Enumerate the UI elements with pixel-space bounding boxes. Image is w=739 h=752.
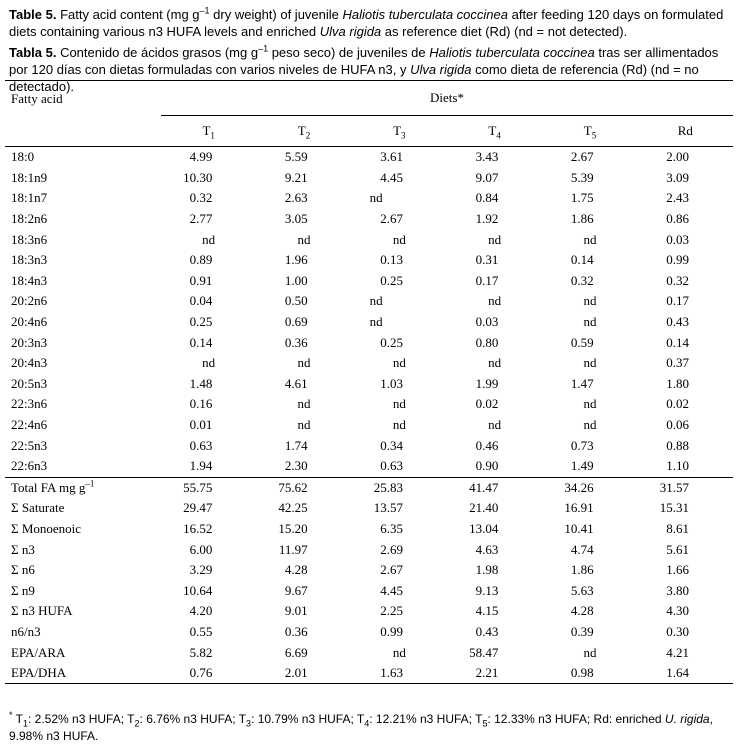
row-label-text: 20:2n6 (11, 293, 48, 309)
row-label-text: Σ n6 (11, 562, 35, 578)
table-row (5, 374, 733, 395)
table-cell: 2.67 (380, 211, 403, 227)
column-header (352, 116, 447, 147)
footnote-species: U. rigida (664, 712, 710, 726)
row-label-text: 22:4n6 (11, 417, 48, 433)
table-row (5, 519, 733, 540)
table-row (5, 580, 733, 601)
column-header (638, 116, 733, 147)
table-cell: nd (369, 190, 383, 206)
caption-text: as reference diet (Rd) (nd = not detected). (381, 24, 628, 39)
table-cell: 1.64 (638, 663, 733, 684)
table-cell: 0.01 (189, 417, 213, 433)
table-cell: 0.06 (666, 417, 689, 433)
table-cell: 1.66 (666, 562, 689, 578)
table-cell: 0.63 (380, 458, 403, 474)
table-cell: 2.63 (284, 190, 308, 206)
table-cell: 1.94 (189, 458, 213, 474)
footnote-diet-sub: 5 (482, 718, 488, 729)
table-cell: 4.28 (284, 562, 308, 578)
table-cell: 9.13 (475, 582, 499, 598)
row-label (5, 415, 161, 436)
table-cell: 0.69 (284, 314, 308, 330)
footnote-text: : 12.33% n3 HUFA; (487, 712, 594, 726)
table-cell: 13.04 (469, 520, 499, 536)
caption-text: peso seco) de juveniles de (268, 45, 430, 60)
table-row (5, 560, 733, 581)
row-label (5, 622, 161, 643)
table-cell: 41.47 (447, 477, 542, 498)
row-label (5, 477, 161, 498)
column-header (256, 116, 351, 147)
table-cell: 0.34 (380, 437, 403, 453)
caption-label: Table 5. (9, 7, 57, 22)
table-cell: 1.74 (284, 437, 308, 453)
table-cell: 0.32 (189, 190, 213, 206)
table-cell: 2.67 (570, 149, 594, 165)
table-cell: 1.49 (570, 458, 594, 474)
column-header-sub: 2 (305, 130, 311, 141)
footnote-diet-sub: 1 (22, 718, 28, 729)
row-label-text: 22:5n3 (11, 437, 48, 453)
table-cell: 1.03 (380, 375, 403, 391)
table-cell: 55.75 (161, 477, 256, 498)
table-cell: 0.17 (666, 293, 689, 309)
table-cell: nd (297, 231, 311, 247)
table-cell: 0.16 (189, 396, 213, 412)
table-cell: 9.07 (475, 169, 499, 185)
table-cell: 2.21 (447, 663, 542, 684)
caption-superscript: –1 (199, 5, 210, 16)
table-cell: nd (369, 314, 383, 330)
table-cell: 1.80 (666, 375, 689, 391)
table-row (5, 291, 733, 312)
table-cell: 5.59 (284, 149, 308, 165)
table-cell: 0.14 (189, 334, 213, 350)
row-label-text: EPA/ARA (11, 644, 66, 660)
table-cell: 4.30 (666, 603, 689, 619)
table-cell: 0.14 (666, 334, 689, 350)
footnote-diet: T (15, 712, 23, 726)
row-label-text: Σ n3 HUFA (11, 603, 73, 619)
table-cell: 1.99 (475, 375, 499, 391)
table-cell: 4.28 (570, 603, 594, 619)
table-row (5, 415, 733, 436)
row-label (5, 663, 161, 684)
table-cell: 11.97 (278, 541, 308, 557)
table-cell: 0.04 (189, 293, 213, 309)
table-cell: nd (583, 231, 597, 247)
table-cell: 0.91 (189, 272, 213, 288)
table-cell: 0.43 (475, 623, 499, 639)
table-cell: 4.20 (189, 603, 213, 619)
table-row (5, 601, 733, 622)
table-cell: 0.36 (284, 623, 308, 639)
table-cell: 0.31 (475, 252, 499, 268)
caption-text: after feeding 120 days on formulated diets containing various n3 HUFA levels and enriched (9, 7, 724, 39)
caption-text: tras ser allimentados por 120 días con dietas formuladas con varios niveles de HUFA n3, y (9, 45, 719, 77)
table-cell: nd (392, 644, 406, 660)
table-cell: 1.86 (570, 562, 594, 578)
caption-superscript: –1 (258, 43, 269, 54)
table-cell: 3.29 (189, 562, 213, 578)
table-cell: 10.30 (183, 169, 213, 185)
table-cell: 21.40 (469, 500, 499, 516)
row-label-text: 20:5n3 (11, 375, 48, 391)
table-row (5, 539, 733, 560)
footnote-text: , 9.98% n3 HUFA. (9, 712, 713, 743)
footnote (9, 711, 734, 745)
caption-species: Ulva rigida (319, 24, 382, 39)
row-label (5, 229, 161, 250)
row-label-text: EPA/DHA (11, 665, 67, 681)
table-cell: 9.21 (284, 169, 308, 185)
column-header-main: T (488, 123, 497, 138)
table-cell: 0.02 (666, 396, 689, 412)
table-cell: 2.25 (380, 603, 403, 619)
table-cell: 8.61 (666, 520, 689, 536)
table-cell: nd (297, 417, 311, 433)
table-cell: 0.17 (475, 272, 499, 288)
table-cell: 13.57 (373, 500, 403, 516)
row-label-text: 20:4n6 (11, 314, 48, 330)
header-row (5, 81, 733, 116)
row-label (5, 332, 161, 353)
row-label (5, 147, 161, 168)
table-row (5, 663, 733, 684)
footnote-mark: * (9, 710, 13, 720)
row-label (5, 188, 161, 209)
table-cell: nd (202, 231, 216, 247)
table-cell: 0.89 (189, 252, 213, 268)
table-cell: nd (392, 396, 406, 412)
table-cell: 0.84 (475, 190, 499, 206)
table-cell: 10.64 (183, 582, 213, 598)
table-cell: 9.67 (284, 582, 308, 598)
row-label-text: 20:4n3 (11, 355, 48, 371)
row-label-sup: –1 (85, 478, 95, 489)
table-cell: 0.37 (666, 355, 689, 371)
row-label (5, 312, 161, 333)
row-label (5, 291, 161, 312)
table-cell: nd (583, 314, 597, 330)
table-cell: 75.62 (256, 477, 351, 498)
table-row (5, 498, 733, 519)
footnote-text: : 6.76% n3 HUFA; (139, 712, 239, 726)
row-label-text: n6/n3 (11, 623, 41, 639)
row-label (5, 394, 161, 415)
table-cell: nd (488, 293, 502, 309)
table-cell: 4.74 (570, 541, 594, 557)
table-row (5, 477, 733, 498)
row-label (5, 271, 161, 292)
table-cell: nd (488, 355, 502, 371)
table-cell: nd (297, 396, 311, 412)
table-cell: 34.26 (542, 477, 637, 498)
table-cell: 4.45 (380, 169, 403, 185)
table-row (5, 147, 733, 168)
table-cell: 0.90 (475, 458, 499, 474)
table-cell: 0.14 (570, 252, 594, 268)
row-label-text: Σ n9 (11, 582, 35, 598)
table-cell: nd (369, 293, 383, 309)
table-cell: nd (202, 355, 216, 371)
table-row (5, 271, 733, 292)
table-cell: 0.73 (570, 437, 594, 453)
table-cell: 0.55 (189, 623, 213, 639)
table-cell: 1.10 (666, 458, 689, 474)
table-row (5, 229, 733, 250)
table-row (5, 435, 733, 456)
table-cell: nd (583, 417, 597, 433)
footnote-diet-sub: 3 (246, 718, 252, 729)
row-label-text: 18:1n9 (11, 169, 48, 185)
row-label-text: Total FA mg g (11, 479, 86, 495)
table-row (5, 168, 733, 189)
table-cell: 9.01 (284, 603, 308, 619)
caption-label: Tabla 5. (9, 45, 57, 60)
row-label-text: 18:0 (11, 149, 35, 165)
table-cell: 3.09 (666, 169, 689, 185)
caption-species: Haliotis tuberculata coccinea (429, 45, 595, 60)
table-cell: 2.69 (380, 541, 403, 557)
column-header-sub: 1 (210, 130, 215, 141)
caption-text: dry weight) of juvenile (209, 7, 343, 22)
table-cell: 16.52 (183, 520, 213, 536)
table-cell: 15.31 (659, 500, 689, 516)
table-cell: nd (583, 644, 597, 660)
table-cell: 0.88 (666, 437, 689, 453)
caption-text: Fatty acid content (mg g (56, 7, 200, 22)
table-cell: 3.61 (380, 149, 403, 165)
table-cell: 0.30 (666, 623, 689, 639)
column-header (447, 116, 542, 147)
footnote-diet: T (356, 712, 365, 726)
footnote-text: : 10.79% n3 HUFA; (251, 712, 357, 726)
table-cell: 1.48 (189, 375, 213, 391)
table-cell: 5.61 (666, 541, 689, 557)
table-cell: 1.96 (284, 252, 308, 268)
row-label (5, 498, 161, 519)
footnote-diet-sub: 4 (364, 718, 370, 729)
table-cell: 4.45 (380, 582, 403, 598)
table-row (5, 353, 733, 374)
table-cell: 1.75 (570, 190, 594, 206)
table-cell: 6.69 (284, 644, 308, 660)
table-cell: 5.63 (570, 582, 594, 598)
footnote-diet: T (475, 712, 483, 726)
table-cell: 0.50 (284, 293, 308, 309)
table-cell: 0.98 (542, 663, 637, 684)
footnote-text: : 2.52% n3 HUFA; (28, 712, 128, 726)
table-cell: nd (583, 396, 597, 412)
table-cell: 2.30 (284, 458, 308, 474)
column-header-sub: 3 (401, 130, 406, 141)
column-header-main: Rd (677, 123, 693, 138)
row-label-text: 18:3n3 (11, 252, 48, 268)
table-cell: 25.83 (352, 477, 447, 498)
table-cell: 0.99 (666, 252, 689, 268)
table-cell: 0.63 (189, 437, 213, 453)
table-cell: 10.41 (564, 520, 594, 536)
table-row (5, 642, 733, 663)
table-cell: 2.43 (666, 190, 689, 206)
table-cell: nd (488, 231, 502, 247)
table-cell: 29.47 (183, 500, 213, 516)
table-cell: 0.80 (475, 334, 499, 350)
table-cell: nd (583, 293, 597, 309)
table-cell: nd (488, 417, 502, 433)
row-label-text: 18:2n6 (11, 211, 48, 227)
table-cell: 0.03 (666, 231, 689, 247)
table-cell: 0.13 (380, 252, 403, 268)
row-label (5, 209, 161, 230)
table-cell: 4.15 (475, 603, 499, 619)
table-cell: 0.25 (189, 314, 213, 330)
table-row (5, 188, 733, 209)
table-cell: 2.67 (380, 562, 403, 578)
row-label-text: 20:3n3 (11, 334, 48, 350)
table-row (5, 394, 733, 415)
column-header-sub: 4 (496, 130, 501, 141)
footnote-diet-sub: 2 (134, 718, 140, 729)
footnote-text: : 12.21% n3 HUFA; (369, 712, 476, 726)
table-cell: 1.00 (284, 272, 308, 288)
row-label (5, 456, 161, 477)
table-cell: 0.03 (475, 314, 499, 330)
table-cell: 0.86 (666, 211, 689, 227)
column-header (161, 116, 256, 147)
table-row (5, 622, 733, 643)
table-cell: 5.39 (570, 169, 594, 185)
table-cell: 5.82 (189, 644, 213, 660)
row-label (5, 539, 161, 560)
row-label-text: 18:1n7 (11, 190, 48, 206)
table-cell: 1.63 (352, 663, 447, 684)
table-row (5, 456, 733, 477)
table-cell: 6.35 (380, 520, 403, 536)
table-row (5, 312, 733, 333)
row-label (5, 168, 161, 189)
row-label-text: 18:3n6 (11, 231, 48, 247)
footnote-diet: T (127, 712, 135, 726)
row-label (5, 519, 161, 540)
table-cell: 4.21 (666, 644, 689, 660)
table-cell: 31.57 (638, 477, 733, 498)
caption-text: como dieta de referencia (Rd) (nd = no detectado). (9, 62, 699, 94)
table-cell: 0.76 (161, 663, 256, 684)
table-cell: 3.80 (666, 582, 689, 598)
row-label-text: 18:4n3 (11, 272, 48, 288)
row-label (5, 353, 161, 374)
row-label-text: 22:3n6 (11, 396, 48, 412)
table-cell: 0.25 (380, 272, 403, 288)
table-cell: 0.25 (380, 334, 403, 350)
table-cell: 4.63 (475, 541, 499, 557)
table-cell: nd (583, 355, 597, 371)
row-label (5, 435, 161, 456)
table-cell: 3.05 (284, 211, 308, 227)
table-cell: 2.00 (666, 149, 689, 165)
caption-text: Contenido de ácidos grasos (mg g (56, 45, 259, 60)
column-header (542, 116, 637, 147)
row-label-text: Σ Saturate (11, 500, 65, 516)
table-cell: 1.86 (570, 211, 594, 227)
table-cell: 0.32 (666, 272, 689, 288)
table-cell: 0.39 (570, 623, 594, 639)
row-label-text: Σ Monoenoic (11, 520, 82, 536)
table-cell: 0.36 (284, 334, 308, 350)
table-row (5, 332, 733, 353)
table-cell: 15.20 (278, 520, 308, 536)
table-cell: 1.98 (475, 562, 499, 578)
column-header-main: T (297, 123, 306, 138)
row-label (5, 580, 161, 601)
table-row (5, 209, 733, 230)
column-header-sub: 5 (591, 130, 597, 141)
table-cell: nd (297, 355, 311, 371)
table-cell: 0.02 (475, 396, 499, 412)
column-header-main: T (202, 123, 211, 138)
table-cell: 0.46 (475, 437, 499, 453)
table-cell: nd (392, 231, 406, 247)
row-label (5, 374, 161, 395)
table-cell: 0.32 (570, 272, 594, 288)
table-cell: 4.99 (189, 149, 213, 165)
group-header: Diets* (161, 81, 733, 116)
row-label (5, 250, 161, 271)
column-header-main: T (393, 123, 402, 138)
table-cell: 2.77 (189, 211, 213, 227)
row-label-text: 22:6n3 (11, 458, 48, 474)
table-cell: 0.59 (570, 334, 594, 350)
table-cell: 58.47 (469, 644, 499, 660)
row-header: Fatty acid (5, 81, 161, 147)
table-cell: 0.99 (380, 623, 403, 639)
fatty-acid-table (5, 80, 733, 684)
row-label (5, 560, 161, 581)
table-cell: 4.61 (284, 375, 308, 391)
table-cell: 3.43 (475, 149, 499, 165)
table-cell: nd (392, 355, 406, 371)
row-label-text: Σ n3 (11, 541, 35, 557)
row-label (5, 642, 161, 663)
footnote-text: Rd: enriched (593, 712, 665, 726)
footnote-diet: T (238, 712, 247, 726)
table-cell: 1.92 (475, 211, 499, 227)
column-header-main: T (583, 123, 592, 138)
table-cell: 1.47 (570, 375, 594, 391)
caption-species: Ulva rigida (410, 62, 472, 77)
table-cell: 16.91 (564, 500, 594, 516)
table-cell: nd (392, 417, 406, 433)
table-cell: 2.01 (256, 663, 351, 684)
caption-english (9, 6, 734, 40)
table-cell: 6.00 (189, 541, 213, 557)
table-cell: 0.43 (666, 314, 689, 330)
table-cell: 42.25 (278, 500, 308, 516)
row-label (5, 601, 161, 622)
table-row (5, 250, 733, 271)
caption-species: Haliotis tuberculata coccinea (342, 7, 508, 22)
